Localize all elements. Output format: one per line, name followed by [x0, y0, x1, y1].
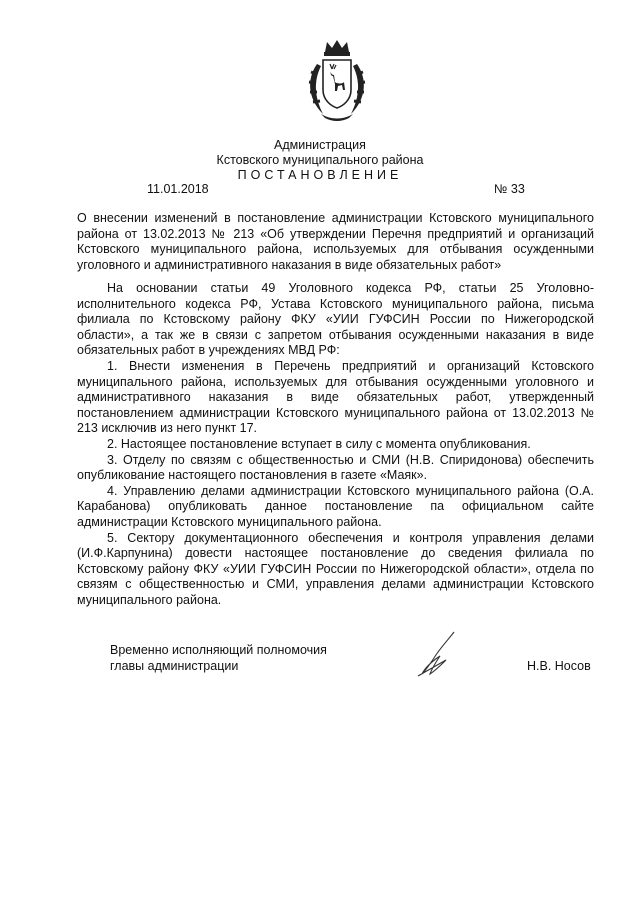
document-subject: О внесении изменений в постановление администрации Кстовского муниципального района от 13.02.2013 № 213 «Об утверждении Перечня предприятий и организаций Кстовского муниципального района, используемых для отбывания осужденными уголовного и административного наказания в виде обязательных работ» — [77, 211, 594, 272]
document-body — [77, 281, 594, 608]
document-type: ПОСТАНОВЛЕНИЕ — [237, 168, 403, 182]
document-date: 11.01.2018 — [147, 182, 209, 196]
coat-of-arms-icon — [303, 38, 371, 122]
paragraph-item-5: 5. Сектору документационного обеспечения и контроля управления делами (И.Ф.Карпунина) довести настоящее постановление до сведения филиала по Кстовскому району ФКУ «УИИ ГУФСИН России по Нижегородской области», отдела по связям с общественностью и СМИ, управления делами администрации Кстовского муниципального района. — [77, 530, 594, 607]
paragraph-item-2: 2. Настоящее постановление вступает в силу с момента опубликования. — [107, 436, 531, 451]
org-name: Администрация — [274, 138, 366, 152]
paragraph-item-3: 3. Отделу по связям с общественностью и СМИ (Н.В. Спиридонова) обеспечить опубликование настоящего постановления в газете «Маяк». — [77, 452, 594, 483]
signatory-position-line1: Временно исполняющий полномочия — [110, 643, 327, 657]
document-number: № 33 — [494, 182, 525, 196]
paragraph-item-1: 1. Внести изменения в Перечень предприятий и организаций Кстовского муниципального района, используемых для отбывания осужденными уголовного и административного наказания в виде обязательных работ, утвержденный постановлением администрации Кстовского муниципального района от 13.02.2013 № 213 исключив из него пункт 17. — [77, 358, 594, 436]
paragraph-item-4: 4. Управлению делами администрации Кстовского муниципального района (О.А. Карабанова) опубликовать данное постановление па официальном сайте администрации Кстовского муниципального района. — [77, 483, 594, 529]
signatory-position — [110, 643, 327, 674]
org-district: Кстовского муниципального района — [216, 153, 424, 167]
paragraph-preamble: На основании статьи 49 Уголовного кодекса РФ, статьи 25 Уголовно-исполнительного кодекса РФ, Устава Кстовского муниципального района, письма филиала по Кстовскому району ФКУ «УИИ ГУФСИН России по Нижегородской области», а так же в связи с запретом отбывания осужденными наказания в виде обязательных работ в учреждениях МВД РФ: — [77, 281, 594, 358]
signatory-position-line2: главы администрации — [110, 658, 239, 673]
signatory-name: Н.В. Носов — [527, 659, 591, 673]
signature-icon — [410, 630, 460, 678]
